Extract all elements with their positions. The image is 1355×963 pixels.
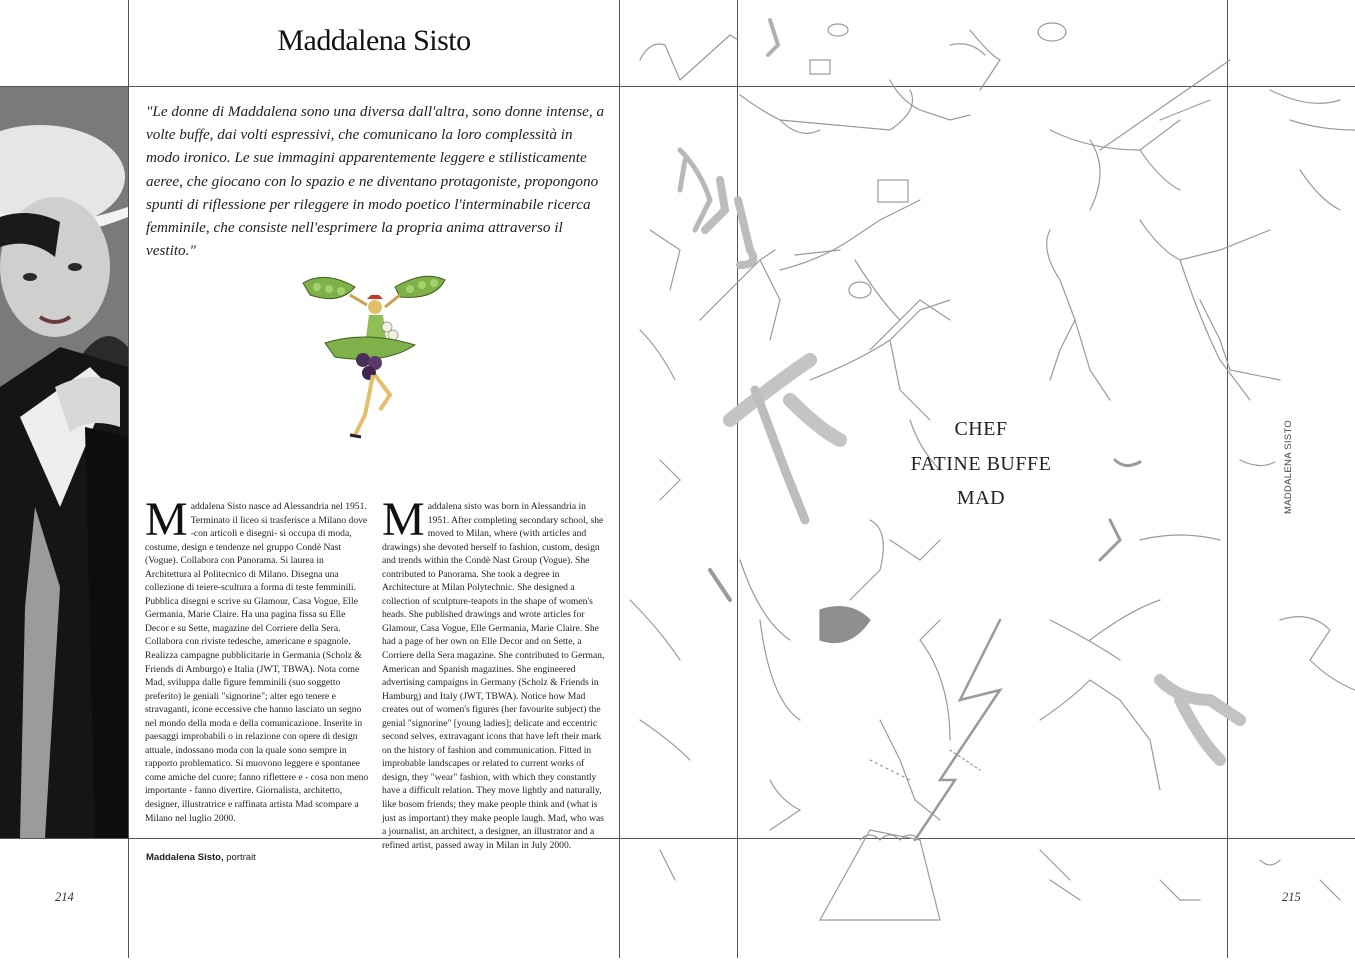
pea-dancer-illustration [295,265,485,445]
dropcap-italian: M [145,493,188,546]
page-number-left: 214 [55,890,74,904]
title-line-fatine-buffe: FATINE BUFFE [910,453,1052,475]
bio-italian [145,493,369,825]
dropcap-english: M [382,493,425,546]
intro-quote: "Le donne di Maddalena sono una diversa dall'altra, sono donne intense, a volte buffe, dai volti espressivi, che comunicano la loro complessità in modo ironico. Le sue immagini apparentemente leggere e stilisticamente aeree, che giocano con lo spazio e ne diventano protagoniste, propongono spunti di riflessione per rileggere in modo poetico l'interminabile ricerca femminile, che consiste nell'esprimere la propria anima attraverso il vestito." [146,103,605,260]
portrait-photo [0,87,128,838]
bio-italian-text: addalena Sisto nasce ad Alessandria nel 1951. Terminato il liceo si trasferisce a Milano dove -con articoli e disegni- si occupa di moda, costume, design e tendenze nel gruppo Condè Nast (Vogue). Collabora con Panorama. Si laurea in Architettura al Politecnico di Milano. Disegna una collezione di teiere-scultura a forma di teste femminili. Pubblica disegni e scrive su Glamour, Casa Vogue, Elle Germania, Marie Claire. Ha una pagina fissa su Elle Decor e su Sette, magazine del Corriere della Sera. Collabora con riviste tedesche, americane e spagnole. Realizza campagne pubblicitarie in Germania (Scholz & Friends di Amburgo) e Italia (JWT, TBWA). Nota come Mad, sviluppa dalle figure femminili (suo soggetto preferito) le geniali "signorine"; alter ego tenere e stravaganti, icone eccessive che hanno lasciato un segno nel mondo della moda e della comunicazione. Inserite in paesaggi improbabili o in relazione con opere di design attuale, indossano moda con la quale sono sempre in rapporto problematico. Si muovono leggere e spontanee come amiche del cuore; fanno riflettere e - cosa non meno importante - fanno divertire. Giornalista, architetto, designer, illustratrice e raffinata artista Mad scompare a Milano nel luglio 2000. [145,501,369,824]
title-line-chef: CHEF [954,418,1008,440]
page-number-right: 215 [1282,890,1301,904]
bio-english [382,493,606,852]
title-line-mad: MAD [956,487,1006,509]
photo-caption [146,852,256,863]
caption-name: Maddalena Sisto, [146,852,224,863]
left-margin-rule [128,0,129,958]
bio-english-text: addalena sisto was born in Alessandria in 1951. After completing secondary school, she moved to Milan, where (with articles and drawings) she devoted herself to fashion, custom, design and trends within the Condè Nast Group (Vogue). She contributed to Panorama. She took a degree in Architecture at Milan Polytechnic. She designed a collection of sculpture-teapots in the shape of women's heads. She published drawings and wrote articles for Glamour, Casa Vogue, Elle Germania, Marie Claire. She had a page of her own on Elle Decor and on Sette, a Corriere della Sera magazine. She contributed to German, American and Spanish magazines. She engineered advertising campaigns in Germany (Scholz & Friends in Hamburg) and Italy (JWT, TBWA). Notice how Mad creates out of women's figures (her favourite subject) the genial "signorine" [young ladies]; delicate and eccentric second selves, extravagant icons that have left their mark on the history of fashion and communication. Fitted in improbable landscapes or related to current works of design, they "wear" fashion, with which they constantly have a difficult relation. They move lightly and naturally, like bosom friends; they make people think and (what is just as important) they make people laugh. Mad, who was a journalist, an architect, a designer, an illustrator and a refined artist, passed away in Milan in July 2000. [382,501,605,851]
caption-text: portrait [223,852,256,863]
fairy-figures-illustration [620,0,1355,958]
vertical-running-head: MADDALENA SISTO [1283,419,1294,514]
page-title: Maddalena Sisto [277,24,471,57]
